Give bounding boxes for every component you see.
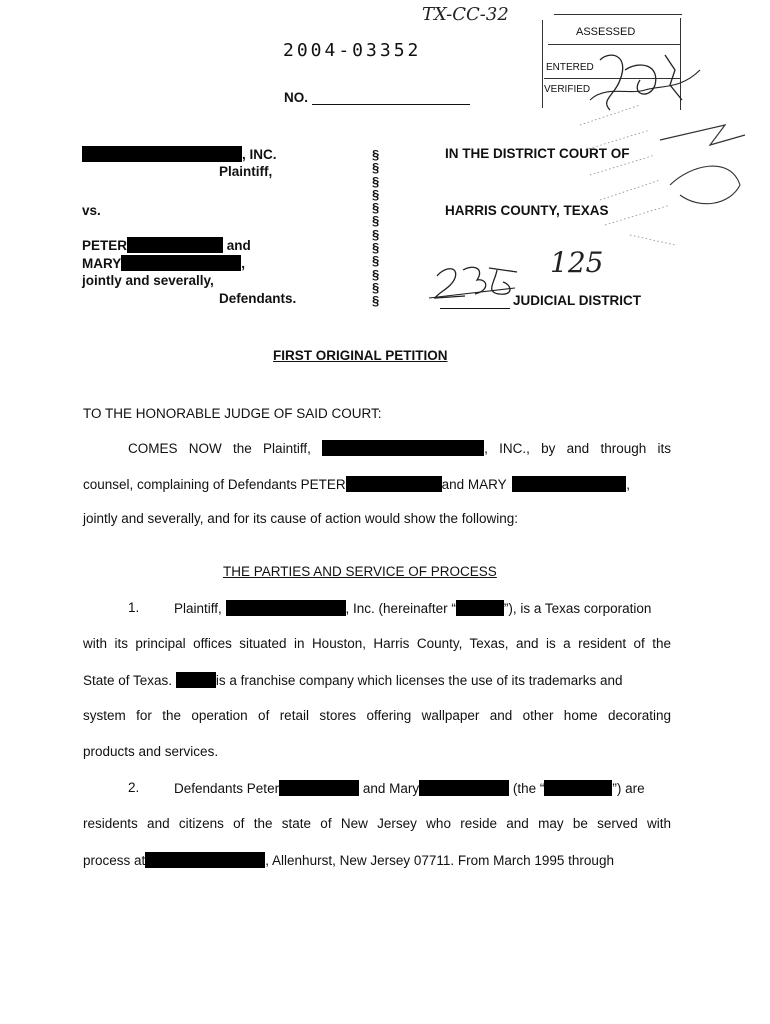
district-line (440, 308, 510, 309)
court-line-3: JUDICIAL DISTRICT (513, 293, 642, 308)
case-number: 2004-03352 (283, 40, 422, 61)
and-label: and (226, 238, 251, 253)
court-line-1: IN THE DISTRICT COURT OF (445, 146, 630, 161)
stamp-left-line (542, 20, 543, 108)
p1-text: Plaintiff, (174, 601, 222, 616)
p1-line-3 (83, 672, 671, 688)
p2-text: , Allenhurst, New Jersey 07711. From March 1995 through (265, 853, 614, 868)
p1-text: is a franchise company which licenses the use of its trademarks and (215, 673, 623, 688)
redacted-plaintiff-name (226, 600, 346, 616)
redacted-address (145, 852, 265, 868)
p2-line-2: residents and citizens of the state of New Jersey who reside and may be served with (83, 816, 671, 831)
redacted-peter-surname (127, 237, 223, 253)
peter-label: PETER (82, 238, 128, 253)
section-symbol: § (372, 213, 380, 229)
section-symbol: § (372, 186, 380, 202)
plaintiff-label: Plaintiff, (219, 164, 273, 179)
section-heading: THE PARTIES AND SERVICE OF PROCESS (223, 564, 497, 579)
redacted-plaintiff-name (82, 146, 242, 162)
stamp-assessed: ASSESSED (576, 26, 636, 38)
court-line-2: HARRIS COUNTY, TEXAS (445, 203, 609, 218)
mary-label: MARY (82, 256, 122, 271)
redacted-defendants-abbrev (544, 780, 612, 796)
p2-text: ”) are (612, 781, 645, 796)
intro-text: counsel, complaining of Defendants PETER (83, 477, 346, 492)
p2-line-3 (83, 852, 671, 868)
mary-comma: , (241, 256, 246, 271)
section-symbol: § (372, 147, 380, 162)
p2-text: Defendants Peter (174, 781, 280, 796)
p1-text: , Inc. (hereinafter “ (345, 601, 456, 616)
redacted-plaintiff-abbrev (176, 672, 216, 688)
redacted-mary-surname (419, 780, 509, 796)
defendant-peter-line (82, 237, 251, 253)
plaintiff-name-line (82, 146, 277, 162)
p1-line-4: system for the operation of retail stores offering wallpaper and other home decorating (83, 708, 671, 723)
redacted-plaintiff-name (322, 440, 484, 456)
vs-label: vs. (82, 203, 101, 218)
intro-line-1 (128, 440, 671, 456)
section-symbols-column (372, 148, 379, 308)
section-symbol: § (372, 293, 380, 309)
handwritten-district-number: 125 (550, 246, 604, 279)
redacted-mary-surname (121, 255, 241, 271)
p2-text: process at (83, 853, 146, 868)
paragraph-1-number: 1. (128, 600, 140, 615)
intro-text: , (626, 477, 630, 492)
redacted-mary-surname (512, 476, 626, 492)
salutation: TO THE HONORABLE JUDGE OF SAID COURT: (83, 406, 382, 421)
document-title: FIRST ORIGINAL PETITION (273, 348, 448, 363)
redacted-plaintiff-abbrev (456, 600, 504, 616)
paragraph-2-number: 2. (128, 780, 140, 795)
p2-line-1 (174, 780, 671, 796)
no-line (312, 104, 470, 105)
intro-line-3: jointly and severally, and for its cause of action would show the following: (83, 511, 518, 526)
p1-text: ”), is a Texas corporation (503, 601, 652, 616)
section-symbol: § (372, 279, 380, 295)
stamp-entered: ENTERED (546, 62, 594, 73)
defendant-mary-line (82, 255, 245, 271)
intro-text: and MARY (441, 477, 507, 492)
section-symbol: § (372, 160, 380, 176)
p2-text: and Mary (362, 781, 420, 796)
section-symbol: § (372, 266, 380, 282)
p1-line-1 (174, 600, 671, 616)
redacted-peter-surname (279, 780, 359, 796)
jointly-line: jointly and severally, (82, 273, 214, 288)
plaintiff-suffix: , INC. (242, 147, 277, 162)
section-symbol: § (372, 253, 380, 269)
intro-text: , INC., by and through its (484, 441, 671, 456)
defendants-label: Defendants. (219, 291, 297, 306)
handwritten-case-code: TX-CC-32 (422, 4, 509, 25)
p1-text: State of Texas. (83, 673, 173, 688)
stamp-top-line (554, 14, 682, 15)
p1-line-2: with its principal offices situated in Houston, Harris County, Texas, and is a resident of the (83, 636, 671, 651)
stamp-verified: VERIFIED (544, 84, 591, 95)
section-symbol: § (372, 240, 380, 256)
section-symbol: § (372, 173, 380, 189)
redacted-peter-surname (346, 476, 442, 492)
section-symbol: § (372, 226, 380, 242)
no-label: NO. (284, 90, 309, 105)
intro-line-2 (83, 476, 671, 492)
filing-stamp-mark (560, 95, 750, 255)
section-symbol: § (372, 200, 380, 216)
p1-line-5: products and services. (83, 744, 219, 759)
p2-text: (the “ (512, 781, 545, 796)
intro-text: COMES NOW the Plaintiff, (128, 441, 311, 456)
